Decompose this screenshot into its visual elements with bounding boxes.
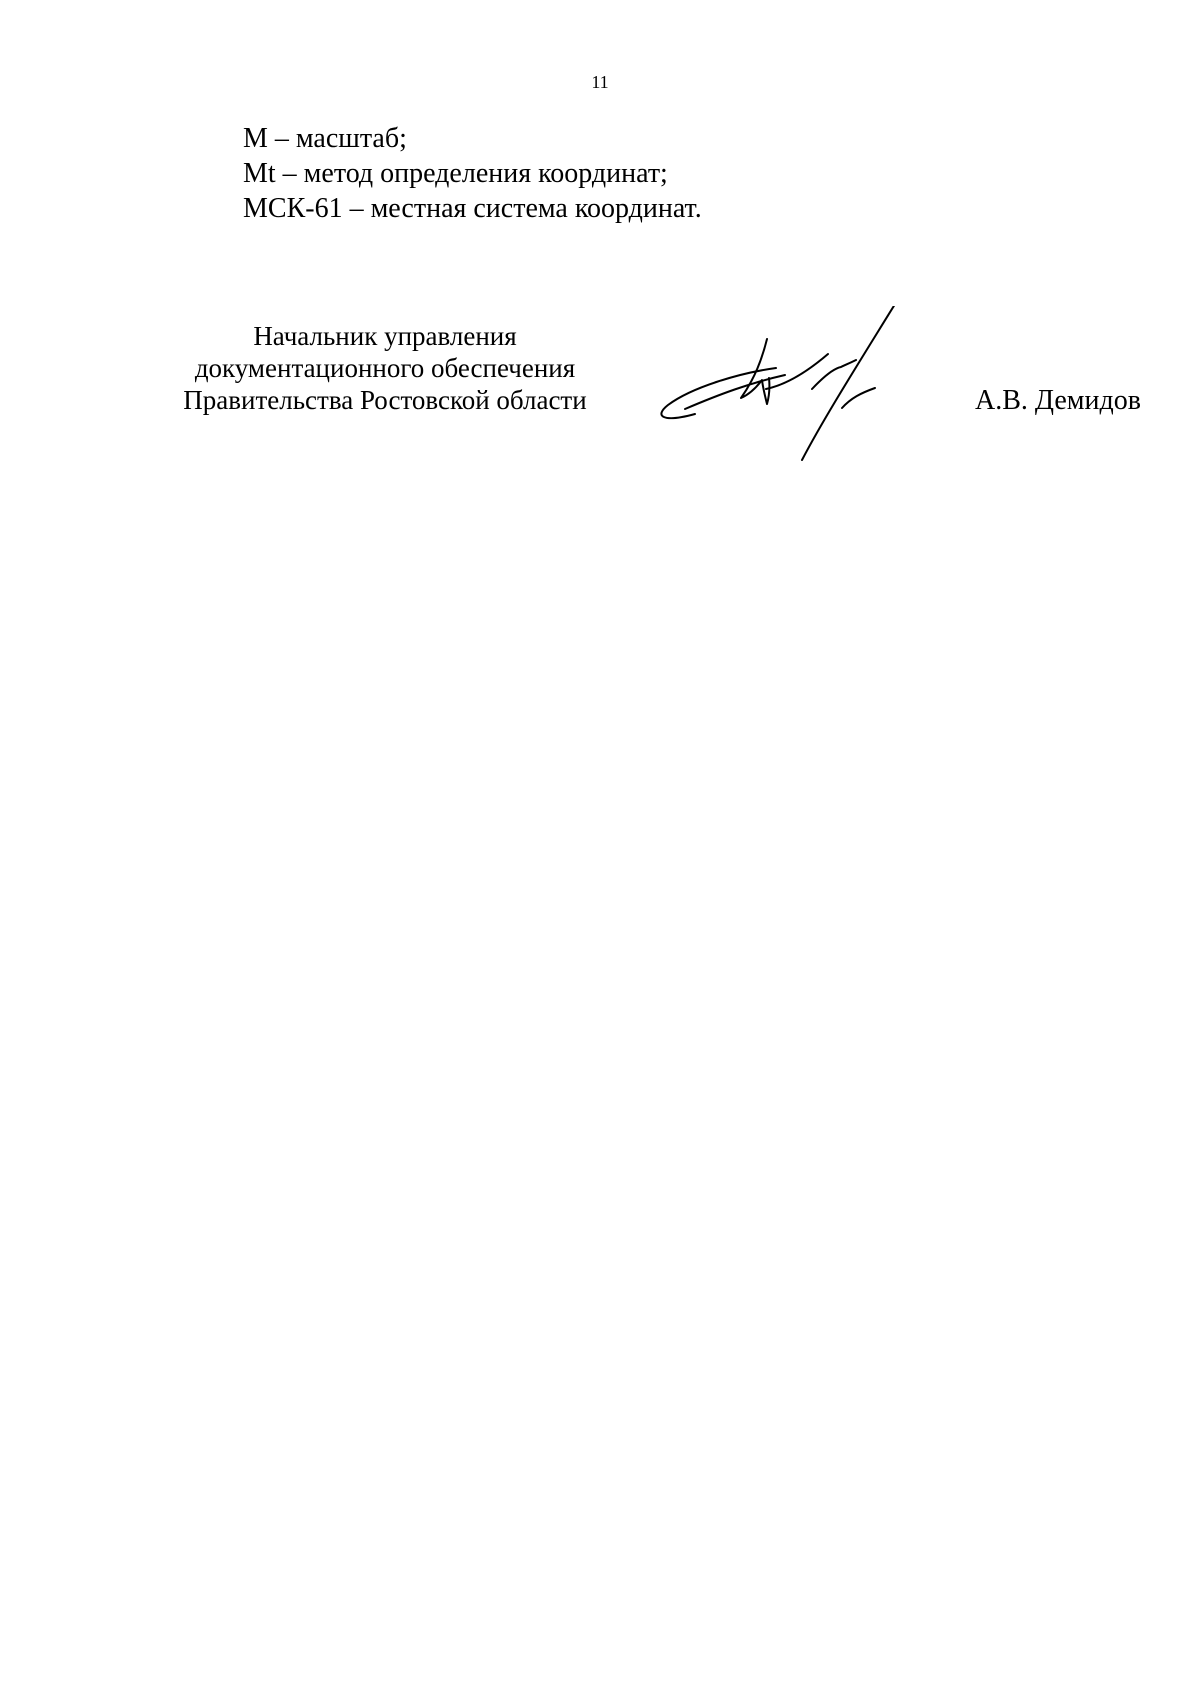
position-line-3: Правительства Ростовской области xyxy=(183,385,587,415)
position-line-2: документационного обеспечения xyxy=(194,353,576,383)
abbreviation-coordinate-system: МСК-61 – местная система координат. xyxy=(243,193,702,224)
abbreviation-scale: М – масштаб; xyxy=(243,123,407,154)
abbreviation-method: Mt – метод определения координат; xyxy=(243,158,668,189)
position-line-1: Начальник управления xyxy=(253,321,517,351)
abbreviation-list xyxy=(243,121,702,226)
handwritten-signature-icon xyxy=(650,306,940,466)
signatory-name: А.В. Демидов xyxy=(975,385,1141,416)
signatory-position xyxy=(160,320,610,416)
page-number: 11 xyxy=(591,72,609,92)
